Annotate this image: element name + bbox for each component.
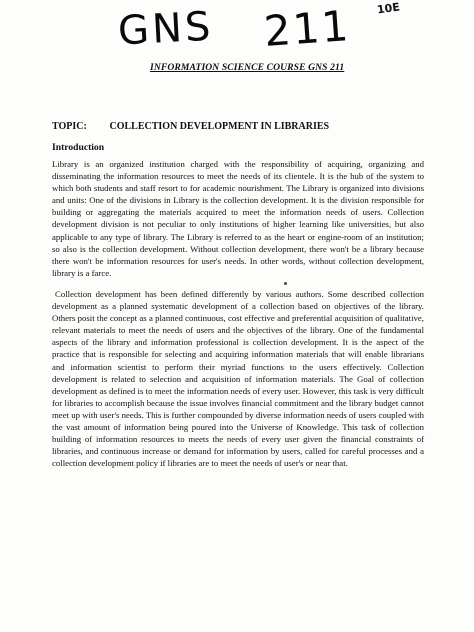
course-title: INFORMATION SCIENCE COURSE GNS 211 — [150, 62, 345, 73]
handwritten-corner-mark: 10E — [376, 0, 401, 17]
paragraph-1: Library is an organized institution charged with the responsibility of acquiring, organizing and disseminating the information resources to meet the needs of its clientele. It is the hub of the system to which both students and staff resort to for academic nourishment. The Library is organized into divisions and units: One of the divisions in Library is the collection development. It is the division responsible for building or aggregating the materials acquired to meet the information needs of users. Collection development division is not peculiar to only institutions of higher learning like universities, but also applicable to any type of library. The Library is referred to as the heart or engine-room of an institution; so also is the collection development. Without collection development, there won't be a library because there won't be information resources for user's needs. In other words, without collection development, library is a farce. — [52, 159, 424, 278]
scan-speck — [284, 282, 287, 285]
handwritten-course-letters: GNS — [116, 3, 215, 55]
paragraph-2: Collection development has been defined differently by various authors. Some described collection development as a planned systematic development of a collection based on objectives of the library. Others posit the concept as a planned continuous, cost effective and preferential acquisition of qualitative, relevant materials to meet the needs of users and the objectives of the library. One of the fundamental aspects of the library and information professional is collection development. It is the aspect of the practice that is responsible for selecting and acquiring information materials that will enable librarians and information scientist to perform their myriad functions to the users effectively. Collection development is related to selection and acquisition of information materials. The Goal of collection development as defined is to meet the information needs of every user. However, this task is very difficult for libraries to accomplish because the issue involves financial commitment and the library budget cannot meet up with user's needs. This is further compounded by diverse information needs of users coupled with the vast amount of information being poured into the Universe of Knowledge. This task of collection building of information resources to meets the needs of every user given the financial constraints of libraries, and continuous increase or demand for information by users, called for careful processes and a collection development policy if libraries are to meet the needs of user's or near that. — [52, 289, 424, 469]
topic-label: TOPIC: — [52, 121, 87, 132]
topic-title: COLLECTION DEVELOPMENT IN LIBRARIES — [109, 121, 330, 132]
topic-row — [52, 121, 329, 132]
handwritten-course-number: 211 — [262, 1, 352, 56]
section-heading-introduction: Introduction — [52, 142, 105, 153]
